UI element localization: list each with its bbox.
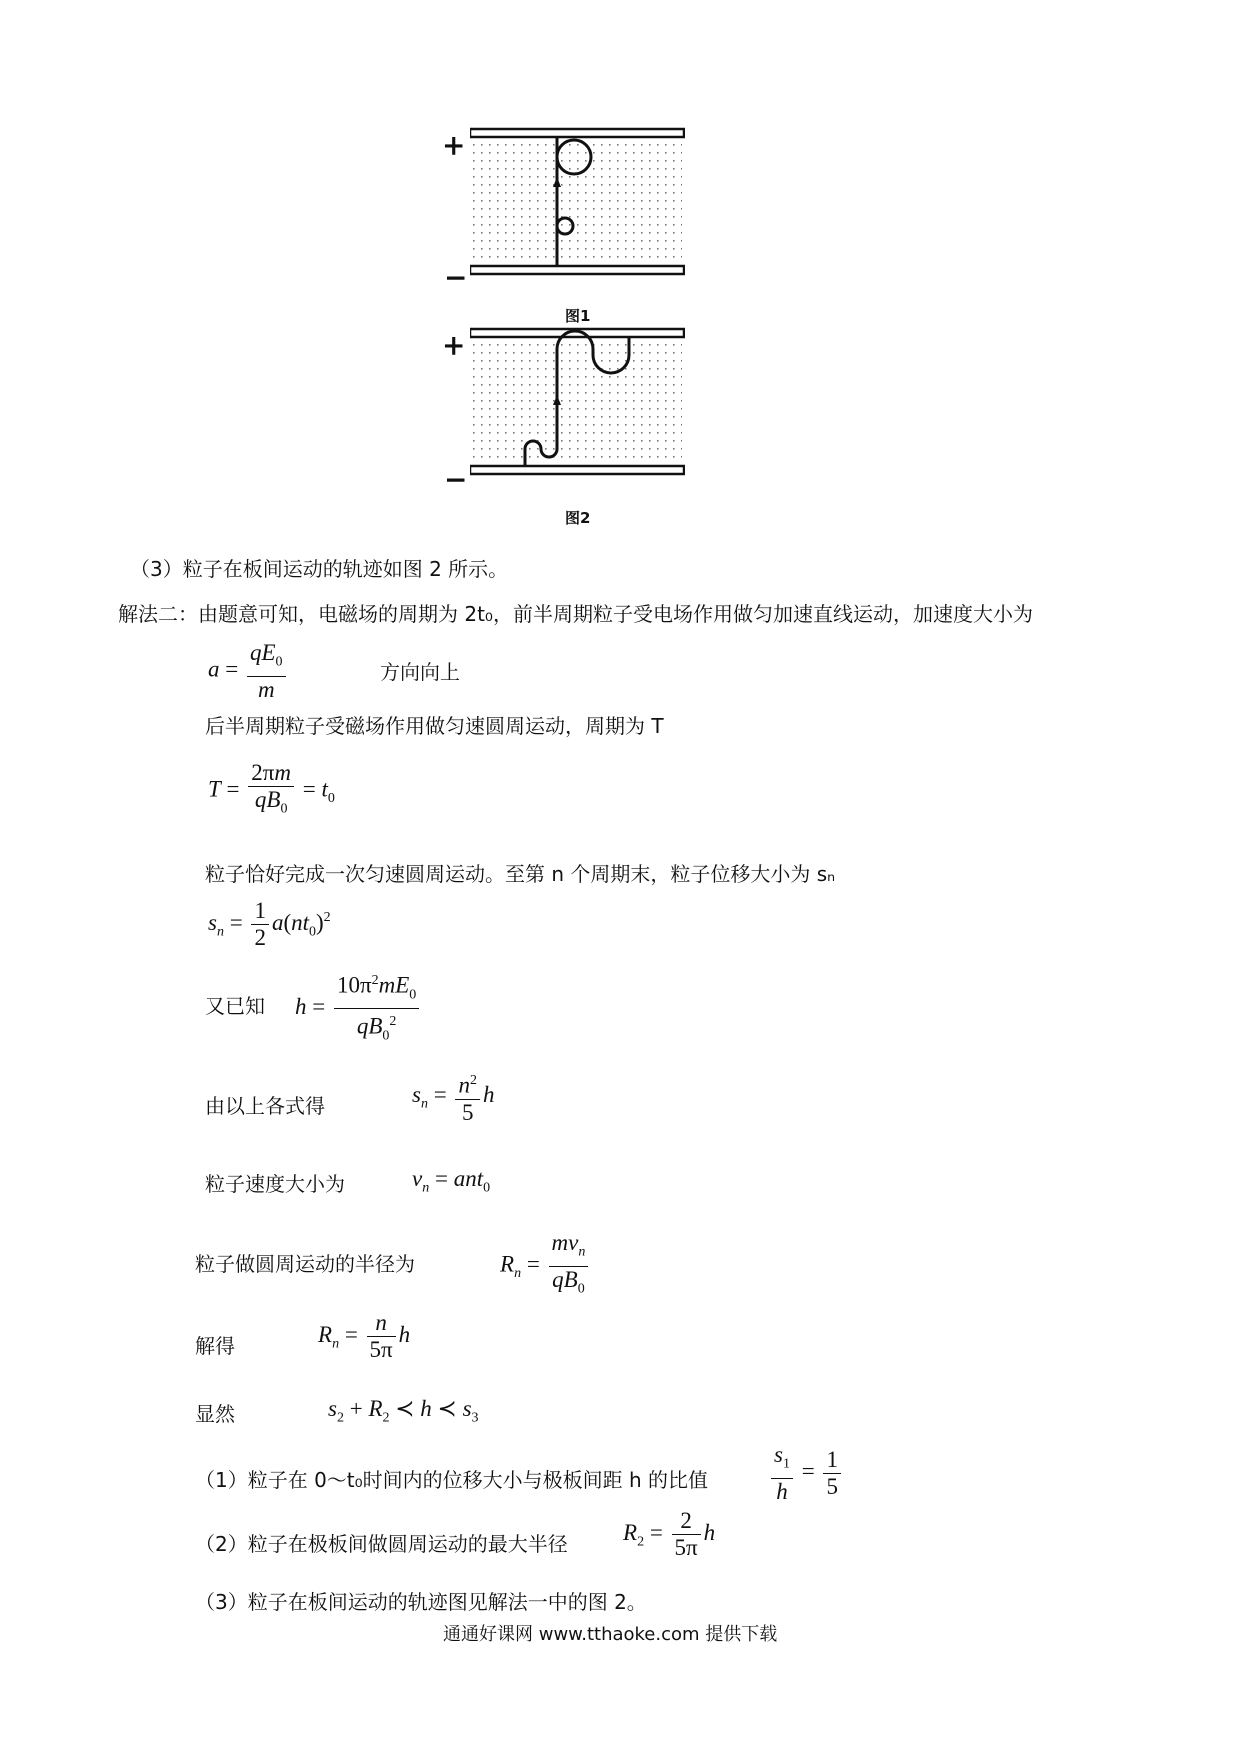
formula-displacement: $s_n$ = $\frac{1}{2}$ $a(nt_0)^2$ [208,898,331,950]
answer-2: （2）粒子在极板间做圆周运动的最大半径 [195,1532,568,1556]
page-footer: 通通好课网 www.tthaoke.com 提供下载 [443,1624,778,1645]
plus-sign: + [442,329,466,362]
plus-sign: + [442,129,466,162]
solve-label: 解得 [195,1334,235,1358]
formula-h: h = $\frac{10\pi^2mE_0}{qB_0^2}$ [295,968,422,1050]
second-half-period: 后半周期粒子受磁场作用做匀速圆周运动，周期为 T [205,714,664,738]
answer-3: （3）粒子在板间运动的轨迹图见解法一中的图 2。 [195,1590,647,1614]
method2-intro: 解法二：由题意可知，电磁场的周期为 2t₀，前半周期粒子受电场作用做匀加速直线运动，加速度大小为 [118,602,1033,626]
formula-acceleration: a = $\frac{qE_0}{m}$ [208,640,289,703]
figure-2 [440,325,690,530]
known-label: 又已知 [205,994,265,1018]
formula-speed: $v_n = ant_0$ [412,1166,491,1196]
minus-sign: − [444,261,468,294]
complete-circle-text: 粒子恰好完成一次匀速圆周运动。至第 n 个周期末，粒子位移大小为 sₙ [205,862,836,886]
formula-radius-result: $R_n$ = $\frac{n}{5\pi}$ h [318,1310,411,1362]
speed-label: 粒子速度大小为 [205,1172,345,1196]
radius-label: 粒子做圆周运动的半径为 [195,1252,415,1276]
obviously-label: 显然 [195,1402,235,1426]
formula-max-radius: $R_2$ = $\frac{2}{5\pi}$ h [623,1508,716,1560]
figure-1-caption: 图1 [565,307,591,325]
formula-sn-result: $s_n$ = $\frac{n^2}{5}$ h [412,1068,494,1126]
figure-2-caption: 图2 [565,509,591,527]
figure-1 [440,125,690,325]
from-above-label: 由以上各式得 [205,1094,325,1118]
formula-radius: $R_n$ = $\frac{mv_n}{qB_0}$ [500,1230,591,1302]
formula-inequality: $s_2 + R_2$ ≺ h ≺ $s_3$ [328,1396,479,1426]
formula-ratio: $\frac{s_1}{h}$ = $\frac{1}{5}$ [768,1442,844,1505]
answer-1: （1）粒子在 0～t₀时间内的位移大小与极板间距 h 的比值 [195,1468,709,1492]
formula-period: T = $\frac{2\pi m}{qB_0}$ = $t_0$ [208,760,335,817]
method1-answer-3: （3）粒子在板间运动的轨迹如图 2 所示。 [130,557,509,581]
figure-2-diagram [470,325,685,495]
direction-up: 方向向上 [380,660,460,684]
figure-1-diagram [470,125,685,295]
minus-sign: − [444,463,468,496]
